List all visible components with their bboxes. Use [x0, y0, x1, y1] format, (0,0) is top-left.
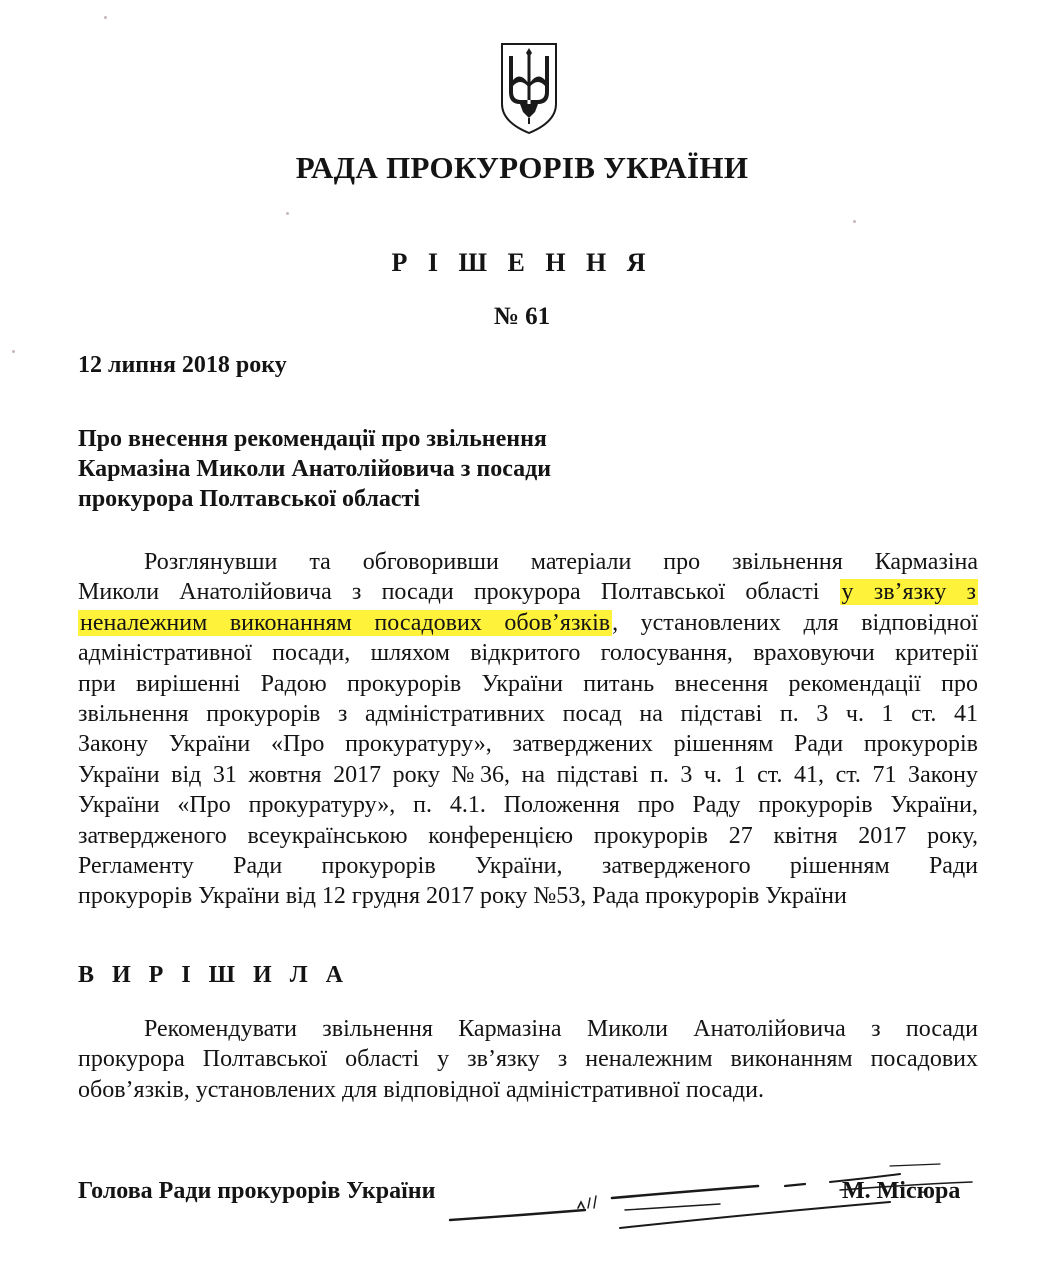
subject-line: прокурора Полтавської області [78, 486, 421, 512]
body-paragraph [78, 547, 978, 912]
body-text: Миколи Анатолійовича з посади прокурора Полтавської області [78, 579, 820, 606]
scan-speck [104, 16, 107, 19]
resolution-paragraph [78, 1014, 978, 1105]
document-type-heading: Р І Ш Е Н Н Я [391, 248, 653, 277]
subject-line: Кармазіна Миколи Анатолійовича з посади [78, 456, 552, 482]
decision-number: № 61 [493, 303, 551, 330]
subject-line: Про внесення рекомендації про звільнення [78, 426, 547, 452]
decision-subject [78, 424, 551, 514]
decision-date: 12 липня 2018 року [78, 352, 287, 378]
body-line: України «Про прокуратуру», п. 4.1. Положення про Раду прокурорів України, [78, 792, 978, 819]
signatory-name: М. Місюра [842, 1178, 961, 1204]
scan-speck [286, 212, 289, 215]
resolution-heading: В И Р І Ш И Л А [78, 962, 349, 988]
signatory-title: Голова Ради прокурорів України [78, 1178, 436, 1204]
body-line: Закону України «Про прокуратуру», затверджених рішенням Ради прокурорів [78, 731, 978, 758]
resolution-line: Рекомендувати звільнення Кармазіна Миколи Анатолійовича з посади [144, 1016, 978, 1042]
body-line: затвердженого всеукраїнською конференцією прокурорів 27 квітня 2017 року, [78, 822, 978, 849]
scan-speck [12, 350, 15, 353]
body-line [78, 577, 978, 607]
handwritten-signature [420, 1158, 980, 1238]
resolution-line: обов’язків, установлених для відповідної адміністративної посади. [78, 1076, 764, 1103]
highlighted-text: у зв’язку з [841, 579, 977, 606]
body-line: звільнення прокурорів з адміністративних посад на підставі п. 3 ч. 1 ст. 41 [78, 700, 978, 727]
body-line: України від 31 жовтня 2017 року №36, на підставі п. 3 ч. 1 ст. 41, ст. 71 Закону [78, 761, 978, 788]
trident-coat-of-arms-icon [498, 40, 560, 136]
resolution-line: прокурора Полтавської області у зв’язку з неналежним виконанням посадових [78, 1046, 978, 1073]
scan-speck [853, 220, 856, 223]
body-line: прокурорів України від 12 грудня 2017 року №53, Рада прокурорів України [78, 883, 847, 910]
council-title: РАДА ПРОКУРОРІВ УКРАЇНИ [295, 150, 749, 185]
body-line: адміністративної посади, шляхом відкритого голосування, враховуючи критерії [78, 640, 978, 667]
body-line: Регламенту Ради прокурорів України, затвердженого рішенням Ради [78, 852, 978, 879]
body-line [78, 608, 978, 638]
body-text: , установлених для відповідної [612, 609, 978, 636]
highlighted-text: неналежним виконанням посадових обов’язків [80, 609, 611, 636]
body-line: при вирішенні Радою прокурорів України питань внесення рекомендації про [78, 670, 978, 697]
body-line: Розглянувши та обговоривши матеріали про звільнення Кармазіна [144, 549, 978, 575]
